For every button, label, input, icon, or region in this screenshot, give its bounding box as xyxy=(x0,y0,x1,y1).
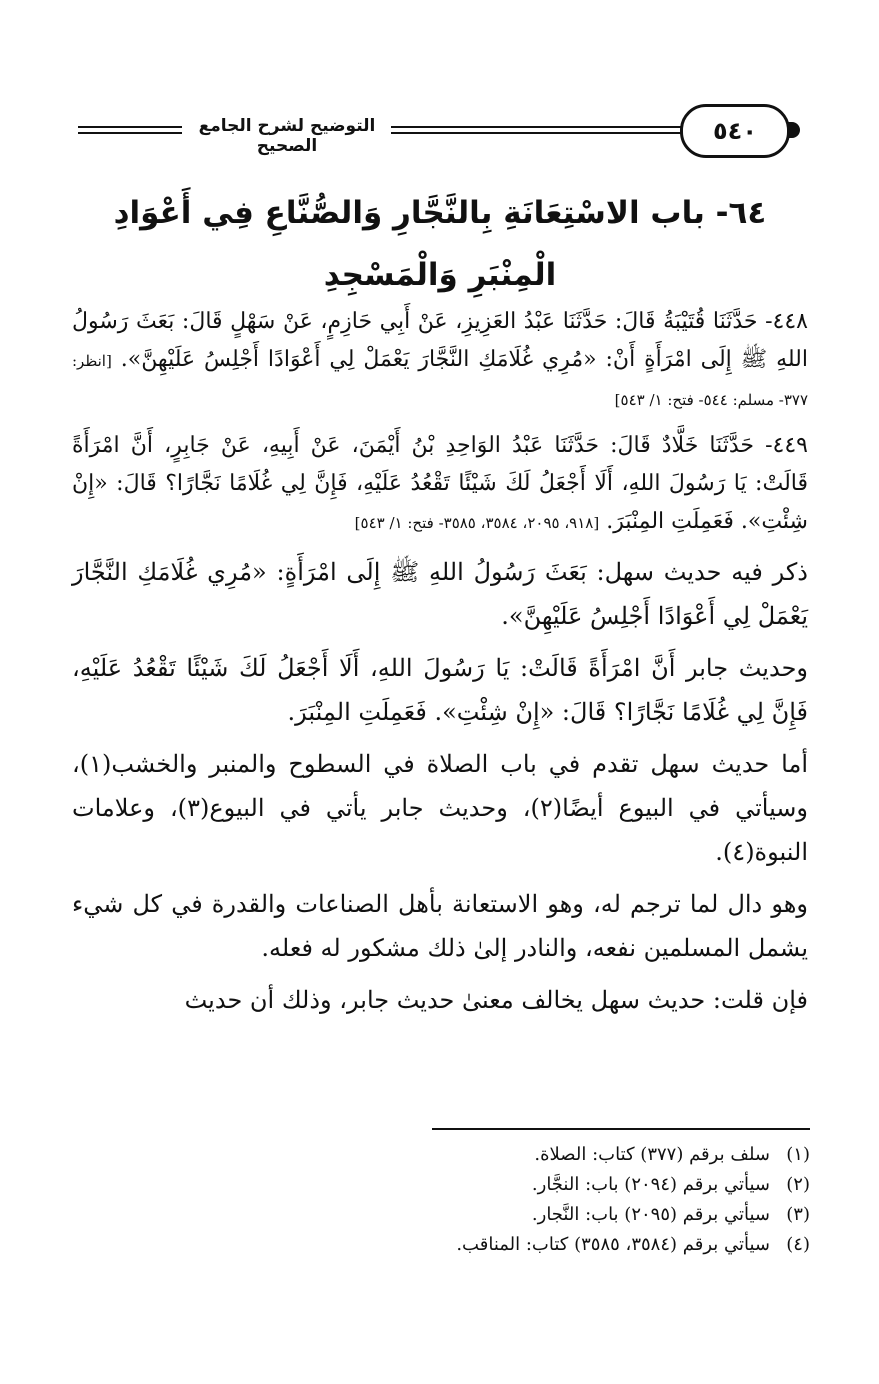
commentary-paragraph: وحديث جابر أَنَّ امْرَأَةً قَالَتْ: يَا رَسُولَ اللهِ، أَلَا أَجْعَلُ لَكَ شَيْئًا تَقْعُدُ عَلَيْهِ، فَإِنَّ لِي غُلَامًا نَجَّارًا؟ قَالَ: «إِنْ شِئْتِ». فَعَمِلَتِ المِنْبَرَ. xyxy=(72,654,808,726)
commentary-paragraph: ذكر فيه حديث سهل: بَعَثَ رَسُولُ اللهِ ﷺ إِلَى امْرَأَةٍ: «مُرِي غُلَامَكِ النَّجَّارَ يَعْمَلْ لِي أَعْوَادًا أَجْلِسُ عَلَيْهِنَّ». xyxy=(72,558,808,630)
footnote-divider xyxy=(432,1128,810,1130)
hadith-449-text: ٤٤٩- حَدَّثَنَا خَلَّادٌ قَالَ: حَدَّثَنَا عَبْدُ الوَاحِدِ بْنُ أَيْمَنَ، عَنْ أَبِيهِ، عَنْ جَابِرٍ، أَنَّ امْرَأَةً قَالَتْ: يَا رَسُولَ اللهِ، أَلَا أَجْعَلُ لَكَ شَيْئًا تَقْعُدُ عَلَيْهِ، فَإِنَّ لِي غُلَامًا نَجَّارًا؟ قَالَ: «إِنْ شِئْتِ». فَعَمِلَتِ المِنْبَرَ. xyxy=(72,433,808,534)
footnote-text: سيأتي برقم (٢٠٩٤) باب: النجَّار. xyxy=(531,1174,770,1195)
header-rule-left-bottom xyxy=(78,132,182,134)
hadith-448-text: ٤٤٨- حَدَّثَنَا قُتَيْبَةُ قَالَ: حَدَّثَنَا عَبْدُ العَزِيزِ، عَنْ أَبِي حَازِمٍ، عَنْ سَهْلٍ قَالَ: بَعَثَ رَسُولُ اللهِ ﷺ إِلَى امْرَأَةٍ أَنْ: «مُرِي غُلَامَكِ النَّجَّارَ يَعْمَلْ لِي أَعْوَادًا أَجْلِسُ عَلَيْهِنَّ». xyxy=(72,309,809,372)
header-rule-right-top xyxy=(391,126,706,128)
page-number: ٥٤٠ xyxy=(680,104,790,158)
hadith-449-reference: [٩١٨، ٢٠٩٥، ٣٥٨٤، ٣٥٨٥- فتح: ١/ ٥٤٣] xyxy=(354,514,600,532)
hadith-448-reference: [انظر: ٣٧٧- مسلم: ٥٤٤- فتح: ١/ ٥٤٣] xyxy=(72,352,808,409)
footnote xyxy=(300,1140,810,1170)
header-rule-left-top xyxy=(78,126,182,128)
footnote-text: سيأتي برقم (٣٥٨٤، ٣٥٨٥) كتاب: المناقب. xyxy=(456,1234,770,1255)
chapter-heading-line-2: الْمِنْبَرِ وَالْمَسْجِدِ xyxy=(323,257,557,293)
footnote-number: (٢) xyxy=(786,1174,810,1195)
chapter-heading xyxy=(70,182,810,306)
footnote-number: (٣) xyxy=(786,1204,810,1225)
footnote xyxy=(300,1230,810,1260)
commentary-paragraph: فإن قلت: حديث سهل يخالف معنىٰ حديث جابر، وذلك أن حديث xyxy=(184,986,808,1014)
commentary-paragraph: أما حديث سهل تقدم في باب الصلاة في السطوح والمنبر والخشب(١)، وسيأتي في البيوع أيضًا(٢)، وحديث جابر يأتي في البيوع(٣)، وعلامات النبوة(٤). xyxy=(72,750,809,866)
hadith-449 xyxy=(72,427,808,542)
commentary-paragraph: وهو دال لما ترجم له، وهو الاستعانة بأهل الصناعات والقدرة في كل شيء يشمل المسلمين نفعه، والنادر إلىٰ ذلك مشكور له فعله. xyxy=(72,890,808,962)
page-header xyxy=(66,104,800,158)
header-rule-right-bottom xyxy=(391,132,706,134)
page-body xyxy=(72,303,808,1022)
footnote-number: (١) xyxy=(786,1144,810,1165)
footnote-text: سيأتي برقم (٢٠٩٥) باب: النَّجار. xyxy=(531,1204,770,1225)
footnote xyxy=(300,1200,810,1230)
footnote-text: سلف برقم (٣٧٧) كتاب: الصلاة. xyxy=(534,1144,770,1165)
footnotes xyxy=(300,1140,810,1260)
running-title: التوضيح لشرح الجامع الصحيح xyxy=(198,116,376,156)
footnote xyxy=(300,1170,810,1200)
hadith-448 xyxy=(72,303,808,419)
footnote-number: (٤) xyxy=(786,1234,810,1255)
chapter-heading-line-1: ٦٤- باب الاسْتِعَانَةِ بِالنَّجَّارِ وَالصُّنَّاعِ فِي أَعْوَادِ xyxy=(113,195,767,231)
